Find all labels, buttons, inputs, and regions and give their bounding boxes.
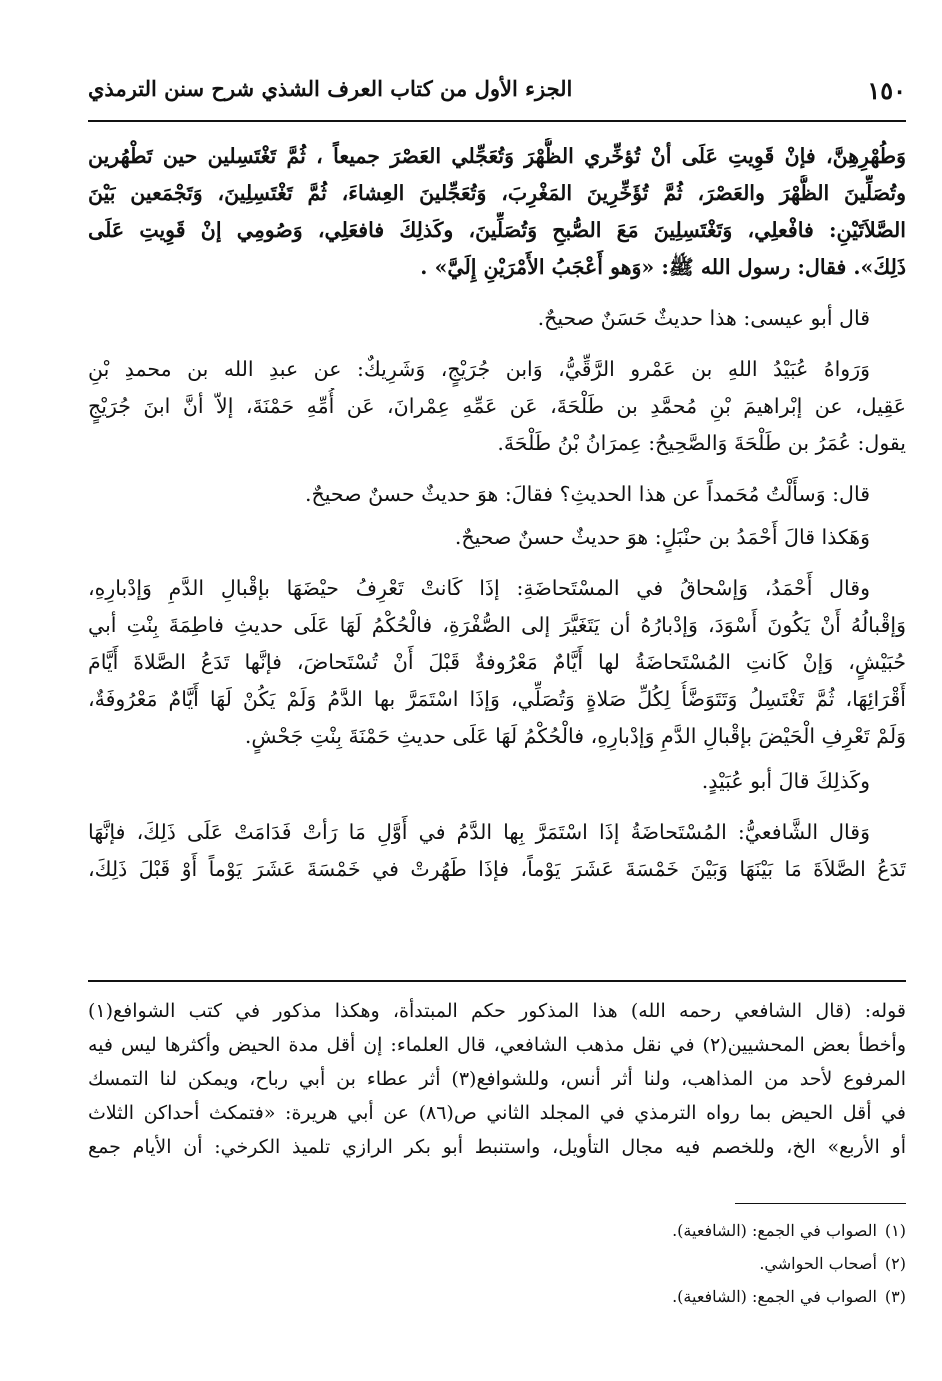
commentary-line: قوله: (قال الشافعي رحمه الله) هذا المذكور حكم المبتدأة، وهكذا مذكور في كتب الشوافع(١) <box>88 1000 906 1022</box>
text-line: قال أبو عيسى: هذا حديثٌ حَسَنٌ صحيحٌ. <box>537 306 870 330</box>
footnote <box>88 1214 906 1247</box>
paragraph-hadith-text <box>88 138 906 286</box>
footnotes <box>88 1214 906 1313</box>
footnote-text: أصحاب الحواشي. <box>759 1254 877 1273</box>
main-text <box>88 138 906 888</box>
text-line: وقال أَحْمَدُ، وَإسْحاقُ في المسْتَحاضَةِ: إذَا كَانتْ تَعْرِفُ حيْضَهَا بإقْبالِ الدَّمِ وَإدْبارِهِ، <box>88 576 870 600</box>
text-line: قال: وَسأَلْتُ مُحَمداً عن هذا الحديثِ؟ فقالَ: هوَ حديثٌ حسنٌ صحيحٌ. <box>304 482 870 506</box>
paragraph-asked-muhammad <box>88 476 906 513</box>
footnote-number: (٣) <box>884 1287 906 1306</box>
page-number: ١٥٠ <box>867 76 906 105</box>
commentary <box>88 994 906 1164</box>
footnote-text: الصواب في الجمع: (الشافعية). <box>672 1221 877 1240</box>
text-line: وَقال الشَّافعيُّ: المُسْتَحاضَةُ إذَا اسْتَمَرَّ بِها الدَّمُ في أَوَّلِ مَا رَأتْ فَدَامَتْ عَلَى ذَلِكَ، فإنَّهَا <box>88 820 870 844</box>
footnote-rule <box>735 1203 906 1204</box>
text-line: عَقِيل، عن إبْراهيمَ بْنِ مُحمَّدِ بن طَلْحَةَ، عَن عَمِّهِ عِمْرانَ، عَن أُمِّهِ حَمْنَةَ، إلاّ أنَّ ابنَ جُرَيْجٍ <box>88 394 906 418</box>
text-line: وَطُهْرِهِنَّ، فإنْ قَوِيتِ عَلَى أنْ تُؤخِّري الظُّهْرَ وَتُعَجِّلي العَصْرَ جميعاً ، ثُمَّ تَغْتَسِلين حين تَطْهُرين <box>88 144 906 168</box>
text-line: وَرَواهُ عُبَيْدُ اللهِ بن عَمْرو الرَّقِّيُّ، وَابن جُرَيْجٍ، وَشَرِيكٌ: عن عبدِ الله بن محمدِ بْنِ <box>88 357 870 381</box>
header-rule <box>88 120 906 122</box>
text-line: ذَلِكَ». فقال: رسول الله ﷺ: «وَهو أَعْجَبُ الأَمْرَيْنِ إِلَيَّ» . <box>420 255 906 279</box>
text-line: وتُصَلِّينَ الظُّهْرَ والعَصْرَ، ثُمَّ تُؤَخِّرِينَ المَغْرِبَ، وَتُعَجِّلينَ العِشاءَ، ثُمَّ تَغْتَسِلِينَ، وَتَجْمَعين بَيْنَ <box>88 181 906 205</box>
text-line: وَلَمْ تَعْرِفِ الْحَيْضَ بإقْبالِ الدَّمِ وَإدْبارِهِ، فالْحُكْمُ لَهَا عَلَى حديثِ حَمْنَةَ بِنْتِ جَحْشٍ. <box>244 724 906 748</box>
paragraph-abu-isa <box>88 300 906 337</box>
text-line: تَدَعُ الصَّلاَةَ مَا بَيْنَهَا وَبَيْنَ خَمْسَةَ عَشَرَ يَوْماً، فإذَا طَهُرتْ في خَمْسَةَ عَشَرَ يَوْماً أَوْ قَبْلَ ذَلِكَ، <box>88 857 906 881</box>
text-line: وكَذلِكَ قالَ أبو عُبَيْدٍ. <box>701 769 870 793</box>
commentary-line: في أقل الحيض بما رواه الترمذي في المجلد الثاني ص(٨٦) عن أبي هريرة: «فتمكث أحداكن الثلاث <box>88 1102 906 1124</box>
footnote-number: (٢) <box>884 1254 906 1273</box>
text-line: أَقْرَائِهَا، ثُمَّ تَغْتَسِلُ وَتَتَوَضَّأُ لِكُلِّ صَلاةٍ وَتُصَلِّي، وَإذَا اسْتَمَرَّ بها الدَّمُ وَلَمْ يَكُنْ لَهَا أَيَّامٌ مَعْرُوفَةٌ، <box>88 687 906 711</box>
commentary-line: وأخطأ بعض المحشيين(٢) في نقل مذهب الشافعي، قال العلماء: إن أقل مدة الحيض وأكثرها ليس فيه <box>88 1034 906 1056</box>
text-line: وَهَكذا قالَ أَحْمَدُ بن حنْبَلٍ: هوَ حديثٌ حسنٌ صحيحٌ. <box>454 525 870 549</box>
footnote-number: (١) <box>884 1221 906 1240</box>
paragraph-ahmad-hanbal <box>88 519 906 556</box>
commentary-line: أو الأربع» الخ، وللخصم فيه مجال التأويل، واستنبط أبو بكر الرازي تلميذ الكرخي: أن الأيام جمع <box>88 1136 906 1158</box>
footnote-text: الصواب في الجمع: (الشافعية). <box>672 1287 877 1306</box>
main-text-rule <box>88 980 906 982</box>
text-line: الصَّلاَتَيْنِ: فافْعلِي، وَتَغْتَسِلِينَ مَعَ الصُّبحِ وَتُصَلِّينَ، وكَذلِكَ فافعَلِي، وَصُومِي إنْ قَوِيتِ عَلَى <box>88 218 906 242</box>
running-title: الجزء الأول من كتاب العرف الشذي شرح سنن الترمذي <box>88 76 573 101</box>
paragraph-mustahada <box>88 570 906 755</box>
commentary-line: المرفوع لأحد من المذاهب، ولنا أثر أنس، وللشوافع(٣) أثر عطاء بن أبي رباح، ويمكن لنا التمسك <box>88 1068 906 1090</box>
footnote <box>88 1247 906 1280</box>
paragraph-shafii <box>88 814 906 888</box>
paragraph-narration-chain <box>88 351 906 462</box>
text-line: يقول: عُمَرُ بن طَلْحَةَ وَالصَّحِيحُ: عِمرَانُ بْنُ طَلْحَةَ. <box>497 431 906 455</box>
text-line: وَإقْبالُهُ أَنْ يَكُونَ أَسْوَدَ، وَإدْبارُهُ أن يَتَغَيَّرَ إلى الصُّفْرَةِ، فالْحُكْمُ لَهَا عَلَى حديثِ فاطِمَةَ بِنْتِ أبي <box>88 613 906 637</box>
footnote <box>88 1280 906 1313</box>
text-line: حُبَيْشٍ، وَإنْ كَانتِ المُسْتَحاضَةُ لها أَيَّامٌ مَعْرُوفةٌ قَبْلَ أَنْ تُسْتَحاضَ، فإنَّها تَدَعُ الصَّلاةَ أَيَّامَ <box>88 650 906 674</box>
page-header <box>88 72 906 118</box>
paragraph-abu-ubayd <box>88 763 906 800</box>
